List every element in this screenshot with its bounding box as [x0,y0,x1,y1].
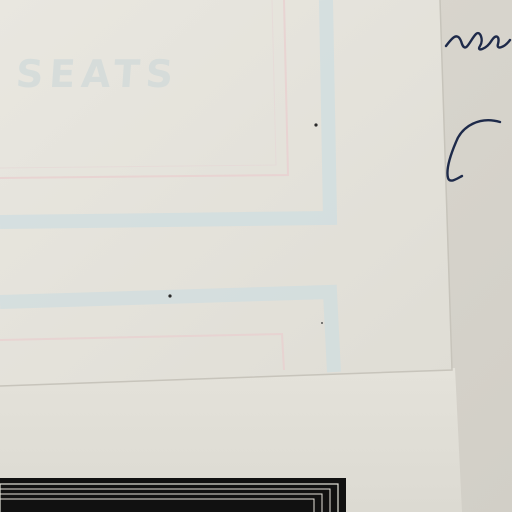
ink-speck [314,123,317,126]
ink-speck [168,294,171,297]
ink-speck [321,322,323,324]
engraved-border [0,478,346,512]
faded-print-text: SEATS [14,52,181,96]
